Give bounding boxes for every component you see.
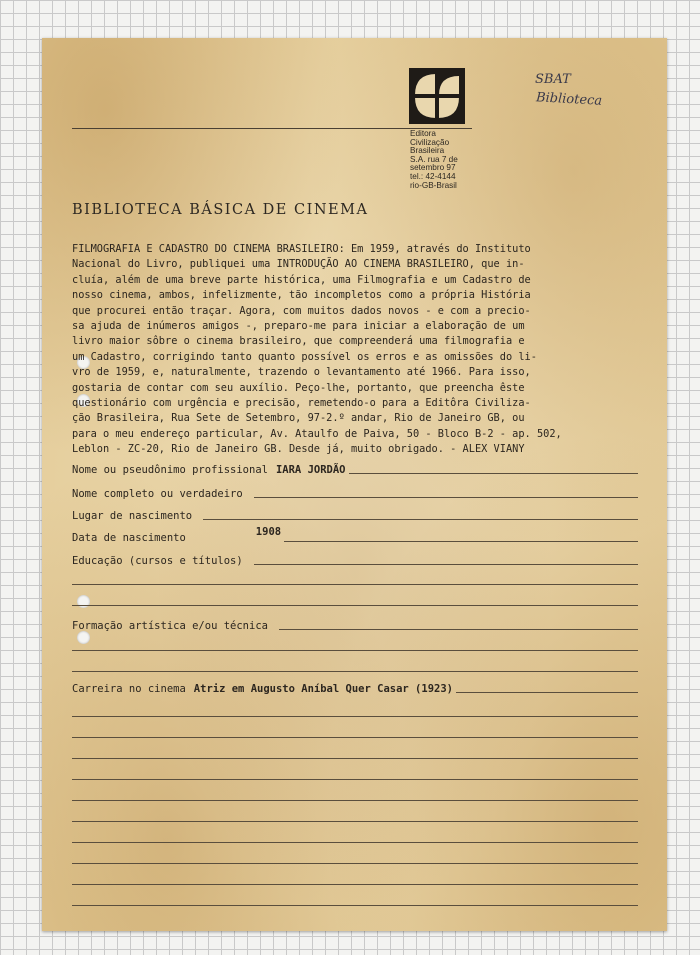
publisher-line: Civilização bbox=[410, 137, 450, 147]
birthplace-label: Lugar de nascimento bbox=[72, 510, 193, 522]
blank-line[interactable] bbox=[72, 800, 638, 801]
fill-line bbox=[203, 519, 638, 520]
handwritten-note: Biblioteca bbox=[535, 90, 603, 109]
intro-line: um Cadastro, corrigindo tanto quanto possível os erros e as omissões do li- bbox=[72, 350, 537, 363]
training-label: Formação artística e/ou técnica bbox=[72, 620, 268, 632]
fill-line bbox=[279, 629, 638, 630]
publisher-line: S.A. rua 7 de bbox=[410, 154, 458, 164]
publisher-line: rio-GB-Brasil bbox=[410, 180, 457, 190]
intro-paragraph bbox=[72, 242, 672, 458]
intro-line: ção Brasileira, Rua Sete de Setembro, 97-2.º andar, Rio de Janeiro GB, ou bbox=[72, 412, 525, 425]
full-name-field[interactable] bbox=[72, 486, 638, 500]
career-label: Carreira no cinema bbox=[72, 683, 186, 695]
full-name-label: Nome completo ou verdadeiro bbox=[72, 488, 243, 500]
fill-line bbox=[254, 497, 638, 498]
intro-line: Nacional do Livro, publiquei uma INTRODUÇÃO AO CINEMA BRASILEIRO, que in- bbox=[72, 258, 525, 271]
pseudonym-value: IARA JORDÃO bbox=[275, 464, 346, 476]
blank-line[interactable] bbox=[72, 737, 638, 738]
blank-line[interactable] bbox=[72, 605, 638, 606]
blank-line[interactable] bbox=[72, 716, 638, 717]
intro-line: sa ajuda de inúmeros amigos -, preparo-me para iniciar a elaboração de um bbox=[72, 320, 525, 333]
publisher-line: tel.: 42-4144 bbox=[410, 171, 456, 181]
blank-line[interactable] bbox=[72, 884, 638, 885]
blank-line[interactable] bbox=[72, 758, 638, 759]
fill-line bbox=[349, 473, 638, 474]
education-label: Educação (cursos e títulos) bbox=[72, 555, 243, 567]
intro-line: cluía, além de uma breve parte histórica, uma Filmografia e um Cadastro de bbox=[72, 273, 531, 286]
intro-line: que procurei então traçar. Agora, com muitos dados novos - e com a precio- bbox=[72, 304, 531, 317]
handwritten-note: SBAT bbox=[535, 72, 571, 87]
intro-line: livro maior sôbre o cinema brasileiro, que compreenderá uma filmografia e bbox=[72, 335, 525, 348]
intro-line: gostaria de contar com seu auxílio. Peço-lhe, portanto, que preencha êste bbox=[72, 381, 525, 394]
blank-line[interactable] bbox=[72, 650, 638, 651]
pseudonym-field[interactable] bbox=[72, 462, 638, 476]
blank-line[interactable] bbox=[72, 905, 638, 906]
intro-line: vro de 1959, e, naturalmente, trazendo o levantamento até 1966. Para isso, bbox=[72, 366, 531, 379]
education-field[interactable] bbox=[72, 553, 638, 567]
fill-line bbox=[254, 564, 638, 565]
career-field[interactable] bbox=[72, 681, 638, 695]
blank-line[interactable] bbox=[72, 842, 638, 843]
intro-line: nosso cinema, ambos, infelizmente, tão incompletos como a própria História bbox=[72, 289, 531, 302]
blank-line[interactable] bbox=[72, 821, 638, 822]
intro-line: questionário com urgência e precisão, remetendo-o para a Editôra Civiliza- bbox=[72, 397, 531, 410]
birthdate-label: Data de nascimento bbox=[72, 532, 186, 544]
publisher-address bbox=[410, 130, 490, 190]
questionnaire-sheet bbox=[42, 38, 667, 931]
birthdate-field[interactable] bbox=[72, 526, 638, 544]
training-field[interactable] bbox=[72, 618, 638, 632]
pseudonym-label: Nome ou pseudônimo profissional bbox=[72, 464, 268, 476]
blank-line[interactable] bbox=[72, 671, 638, 672]
publisher-line: Brasileira bbox=[410, 146, 445, 156]
fill-line bbox=[456, 692, 638, 693]
birthplace-field[interactable] bbox=[72, 508, 638, 522]
punch-hole bbox=[77, 595, 90, 608]
fill-line bbox=[284, 541, 638, 542]
publisher-line: setembro 97 bbox=[410, 163, 456, 173]
intro-line: Leblon - ZC-20, Rio de Janeiro GB. Desde já, muito obrigado. - ALEX VIANY bbox=[72, 443, 525, 456]
blank-line[interactable] bbox=[72, 584, 638, 585]
document-title: BIBLIOTECA BÁSICA DE CINEMA bbox=[72, 202, 369, 218]
publisher-logo-icon bbox=[409, 68, 465, 124]
intro-line: para o meu endereço particular, Av. Ataulfo de Paiva, 50 - Bloco B-2 - ap. 502, bbox=[72, 427, 562, 440]
career-value: Atriz em Augusto Aníbal Quer Casar (1923) bbox=[193, 683, 453, 695]
intro-line: FILMOGRAFIA E CADASTRO DO CINEMA BRASILEIRO: Em 1959, através do Instituto bbox=[72, 243, 531, 255]
birthdate-value: 1908 bbox=[255, 526, 282, 538]
publisher-line: Editora bbox=[410, 129, 436, 138]
blank-line[interactable] bbox=[72, 779, 638, 780]
punch-hole bbox=[77, 631, 90, 644]
blank-line[interactable] bbox=[72, 863, 638, 864]
